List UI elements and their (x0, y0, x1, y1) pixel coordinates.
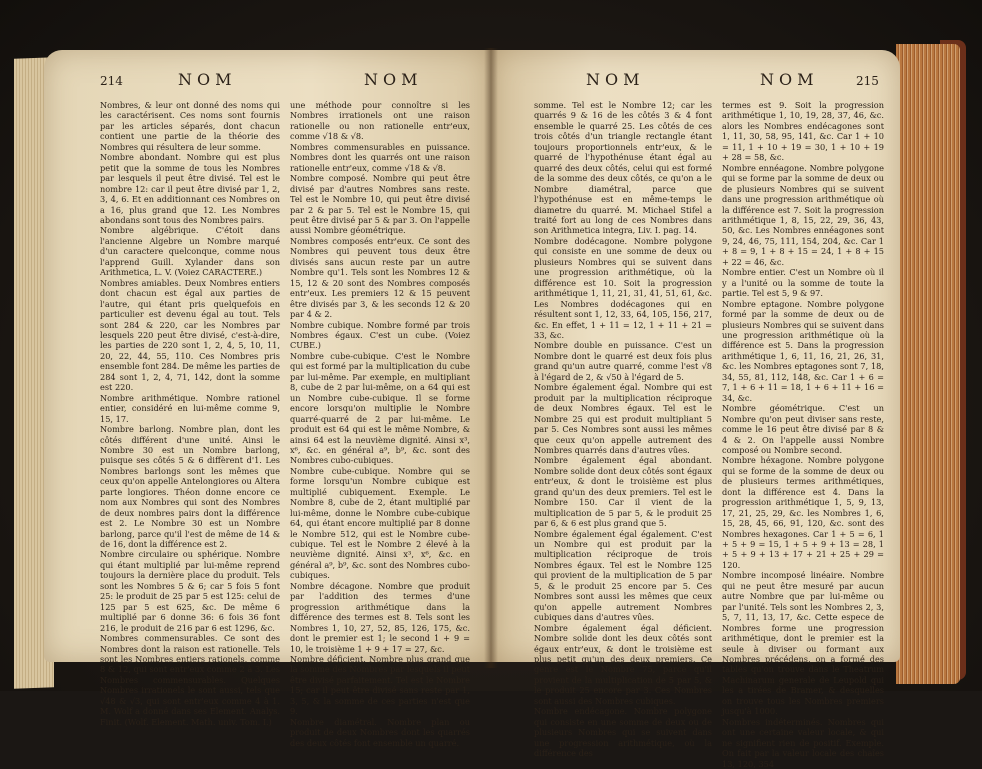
right-page (490, 50, 900, 769)
left-page-number: 214 (100, 74, 123, 88)
book-gutter (484, 48, 498, 668)
right-header-word-1: NOM (586, 70, 645, 89)
left-header-word-1: NOM (178, 70, 237, 89)
right-running-head (490, 70, 900, 92)
right-column-2: termes est 9. Soit la progression arithmétique 1, 10, 19, 28, 37, 46, &c. alors les Nombres endécagones sont 1, 11, 30, 58, 95, 141, &c. Car 1 + 10 = 11, 1 + 10 + 19 = 30, 1 + 10 + 19 + 28 = 58, &c. Nombre ennéagone. Nombre polygone qui se forme par la somme de deux ou de plusieurs Nombres qui se suivent dans une progression arithmétique où la différence est 7. Soit la progression arithmétique 1, 8, 15, 22, 29, 36, 43, 50, &c. Les Nombres ennéagones sont 9, 24, 46, 75, 111, 154, 204, &c. Car 1 + 8 = 9, 1 + 8 + 15 = 24, 1 + 8 + 15 + 22 = 46, &c. Nombre entier. C'est un Nombre où il y a l'unité ou la somme de toute la partie. Tel est 5, 9 & 97. Nombre eptagone. Nombre polygone formé par la somme de deux ou de plusieurs Nombres qui se suivent dans une progression arithmétique où la différence est 5. Dans la progression arithmétique 1, 6, 11, 16, 21, 26, 31, &c. les Nombres eptagones sont 7, 18, 34, 55, 81, 112, 148, &c. Car 1 + 6 = 7, 1 + 6 + 11 = 18, 1 + 6 + 11 + 16 = 34, &c. Nombre géométrique. C'est un Nombre qu'on peut diviser sans reste, comme le 16 peut être divisé par 8 & 4 & 2. On l'appelle aussi Nombre composé ou Nombre second. Nombre héxagone. Nombre polygone qui se forme de la somme de deux ou de plusieurs termes arithmétiques, dont la différence est 4. Dans la progression arithmétique 1, 5, 9, 13, 17, 21, 25, 29, &c. les Nombres 1, 6, 15, 28, 45, 66, 91, 120, &c. sont des Nombres hexagones. Car 1 + 5 = 6, 1 + 5 + 9 = 15, 1 + 5 + 9 + 13 = 28, 1 + 5 + 9 + 13 + 17 + 21 + 25 + 29 = 120. Nombre incomposé linéaire. Nombre qui ne peut être mesuré par aucun autre Nombre que par lui-même ou par l'unité. Tels sont les Nombres 2, 3, 5, 7, 11, 13, 17, &c. Cette espece de Nombres forme une progression arithmétique, dont le premier est la seule à diviser ou formant aux Nombres précédens, on a formé des tables qu'on trouve dans le Theatrum Machinarum generale de Leupold qui les a tirées de Bramer, & desquelles on trouve tous les Nombres premiers jusqu'à 1000. Nombres indéterminés. Nombres qui ont une certaine valeur locale, & qui ne signifient rien de positif. Exemple. On fait par la valeur locale des chaîes 13, 120, 354 (722, 100, 884, 769)
left-header-word-2: NOM (364, 70, 423, 89)
left-column-2: une méthode pour connoître si les Nombres irrationels ont une raison rationelle ou non rationelle entr'eux, comme √18 & √8. Nombres commensurables en puissance. Nombres dont les quarrés ont une raison rationelle entr'eux, comme √18 & √8. Nombre composé. Nombre qui peut être divisé par d'autres Nombres sans reste. Tel est le Nombre 10, qui peut être divisé par 2 & par 5. Tel est le Nombre 15, qui peut être divisé par 5 & par 3. On l'appelle aussi Nombre géométrique. Nombres composés entr'eux. Ce sont des Nombres qui peuvent tous deux être divisés sans aucun reste par un autre Nombre qu'1. Tels sont les Nombres 12 & 15, 12 & 20 sont des Nombres composés entr'eux. Les premiers 12 & 15 peuvent être divisés par 3, & les seconds 12 & 20 par 4 & 2. Nombre cubique. Nombre formé par trois Nombres égaux. C'est un cube. (Voiez CUBE.) Nombre cube-cubique. C'est le Nombre qui est formé par la multiplication du cube par lui-même. Par exemple, en multipliant 8, cube de 2 par lui-même, on a 64 qui est un Nombre cube-cubique. Il se forme encore lorsqu'on multiplie le Nombre quarré-quarré de 2 par lui-même. Le produit est 64 qui est le même Nombre, & ainsi 64 est la neuvième dignité. Ainsi x³, x⁶, &c. en général a⁹, b⁹, &c. sont des Nombres cubo-cubiques. Nombre cube-cubique. Nombre qui se forme lorsqu'un Nombre cubique est multiplié cubiquement. Exemple. Le Nombre 8, cube de 2, étant multiplié par lui-même, donne le Nombre cube-cubique 64, qui étant encore multiplié par 8 donne le Nombre 512, qui est le Nombre cube-cubique. Tel est le Nombre 2 élevé à la neuvième dignité. Ainsi x³, x⁶, &c. en général a⁹, b⁹, &c. sont des Nombres cubo-cubiques. Nombre décagone. Nombre que produit par l'addition des termes d'une progression arithmétique dans la différence des termes est 8. Tels sont les Nombres 1, 10, 27, 52, 85, 126, 175, &c. dont le premier est 1; le second 1 + 9 = 10, le troisième 1 + 9 + 17 = 27, &c. Nombre déficient. Nombre plus grand que la somme des Nombres par lesquels il peut être divisé parfaitement. Tel est le Nombre 15; car il peut être divisé sans reste par 1, 3, 5, & la somme de ces parties n'est que 9. Nombre diamétral. Nombre plan ou produit de deux Nombres dont les quarrés des deux côtés font ensemble un quarré. (290, 100, 470, 748)
left-page (44, 50, 490, 748)
left-column-1: Nombres, & leur ont donné des noms qui les caractérisent. Ces noms sont fournis par les articles séparés, dont chacun contient une partie de la théorie des Nombres qui résultera de leur somme. Nombre abondant. Nombre qui est plus petit que la somme de tous les Nombres par lesquels il peut être divisé. Tel est le nombre 12: car il peut être divisé par 1, 2, 3, 4, 6. Et en additionnant ces Nombres on a 16, plus grand que 12. Les Nombres abondans sont tous des Nombres pairs. Nombre algébrique. C'étoit dans l'ancienne Algebre un Nombre marqué d'un caractere quelconque, comme nous l'apprend Guill. Xylander dans son Arithmetica, L. V. (Voiez CARACTERE.) Nombres amiables. Deux Nombres entiers dont chacun est égal aux parties de l'autre, qui étant pris quelquefois en particulier est devenu égal au tout. Tels sont 284 & 220, car les Nombres par lesquels 220 peut être divisé, c'est-à-dire, les parties de 220 sont 1, 2, 4, 5, 10, 11, 20, 22, 44, 55, 110. Ces Nombres pris ensemble font 284. De même les parties de 284 sont 1, 2, 4, 71, 142, dont la somme est 220. Nombre arithmétique. Nombre rationel entier, considéré en lui-même comme 9, 15, 17. Nombre barlong. Nombre plan, dont les côtés différent d'une unité. Ainsi le Nombre 30 est un Nombre barlong, puisque ses côtés 5 & 6 diffèrent d'1. Les Nombres barlongs sont les mêmes que ceux qu'on appelle Antelongiores ou Altera parte longiores. Théon donne encore ce nom aux Nombres qui sont des Nombres de deux nombres pairs dont la différence est 2. Le Nombre 30 est un Nombre barlong, parce qu'il l'est de même de 14 & de 16, dont la différence est 2. Nombre circulaire ou sphérique. Nombre qui étant multiplié par lui-même reprend toujours la dernière place du produit. Tels sont les Nombres 5 & 6; car 5 fois 5 font 25: le produit de 25 par 5 est 125: celui de 125 par 5 est 625, &c. De même 6 multiplié par 6 donne 36: 6 fois 36 font 216, le produit de 216 par 6 est 1296, &c. Nombres commensurables. Ce sont des Nombres dont la raison est rationelle. Tels sont les Nombres entiers rationels, comme 8 & 12, qui sont entr'eux comme 2 à 3. Les Nombres commensurables. Quelques Nombres irrationels le sont aussi, tels que √48 & √3, qui sont entr'eux comme 4 à 1. M. Wolf a donné dans ses Element. Analys. Finit. (Wolf. Element. Math. univ. Tom. I.) (100, 100, 280, 727)
left-running-head (44, 70, 490, 92)
right-column-1: somme. Tel est le Nombre 12; car les quarrés 9 & 16 de les côtés 3 & 4 font ensemble le quarré 25. Les côtés de ces trois côtés d'un triangle rectangle étant toujours proportionnels entr'eux, & le quarré de l'hypothénuse étant égal au quarré des deux côtés, celui qui est formé de la somme des deux côtés, ce qu'on a le Nombre diamétral, parce que l'hypothénuse est en même-temps le diametre du quarré. M. Michael Stifel a traité fort au long de ces Nombres dans son Arithmetica integra, Liv. I. pag. 14. Nombre dodécagone. Nombre polygone qui consiste en une somme de deux ou plusieurs Nombres qui se suivent dans une progression arithmétique, où la différence est 10. Soit la progression arithmétique 1, 11, 21, 31, 41, 51, 61, &c. Les Nombres dodécagones qui en résultent sont 1, 12, 33, 64, 105, 156, 217, &c. En effet, 1 + 11 = 12, 1 + 11 + 21 = 33, &c. Nombre double en puissance. C'est un Nombre dont le quarré est deux fois plus grand qu'un autre quarré, comme l'est √8 à l'égard de 2, & √50 à l'égard de 5. Nombre également égal. Nombre qui est produit par la multiplication réciproque de deux Nombres égaux. Tel est le Nombre 25 qui est produit multipliant 5 par 5. Ces Nombres sont aussi les mêmes que ceux qu'on appelle autrement des Nombres quarrés dans d'autres vûes. Nombre également égal abondant. Nombre solide dont deux côtés sont égaux entr'eux, & dont le troisième est plus grand qu'un des deux premiers. Tel est le Nombre 150. Car il vient de la multiplication de 5 par 5, & le produit 25 par 6, & 6 est plus grand que 5. Nombre également égal également. C'est un Nombre qui est produit par la multiplication réciproque de trois Nombres égaux. Tel est le Nombre 125 qui provient de la multiplication de 5 par 5, & le produit 25 encore par 5. Ces Nombres sont aussi les mêmes que ceux qu'on appelle autrement Nombres cubiques dans d'autres vûes. Nombre également égal déficient. Nombre solide dont les deux côtés sont égaux entr'eux, & dont le troisième est plus petit qu'un des deux premiers. Ce genre est le Nombre 75, parce qu'il provient de la multiplication de 5 par 5, & le produit 25 encore par 3. Ces Nombres sont aussi des Nombres cubiques. Nombre endécagone. Nombre polygone qui consiste en une somme de deux ou de plusieurs Nombres qui se suivent dans une progression arithmétique, où la différence des (534, 100, 712, 759)
right-page-edges (896, 44, 960, 684)
right-header-word-2: NOM (760, 70, 819, 89)
right-page-number: 215 (856, 74, 879, 88)
